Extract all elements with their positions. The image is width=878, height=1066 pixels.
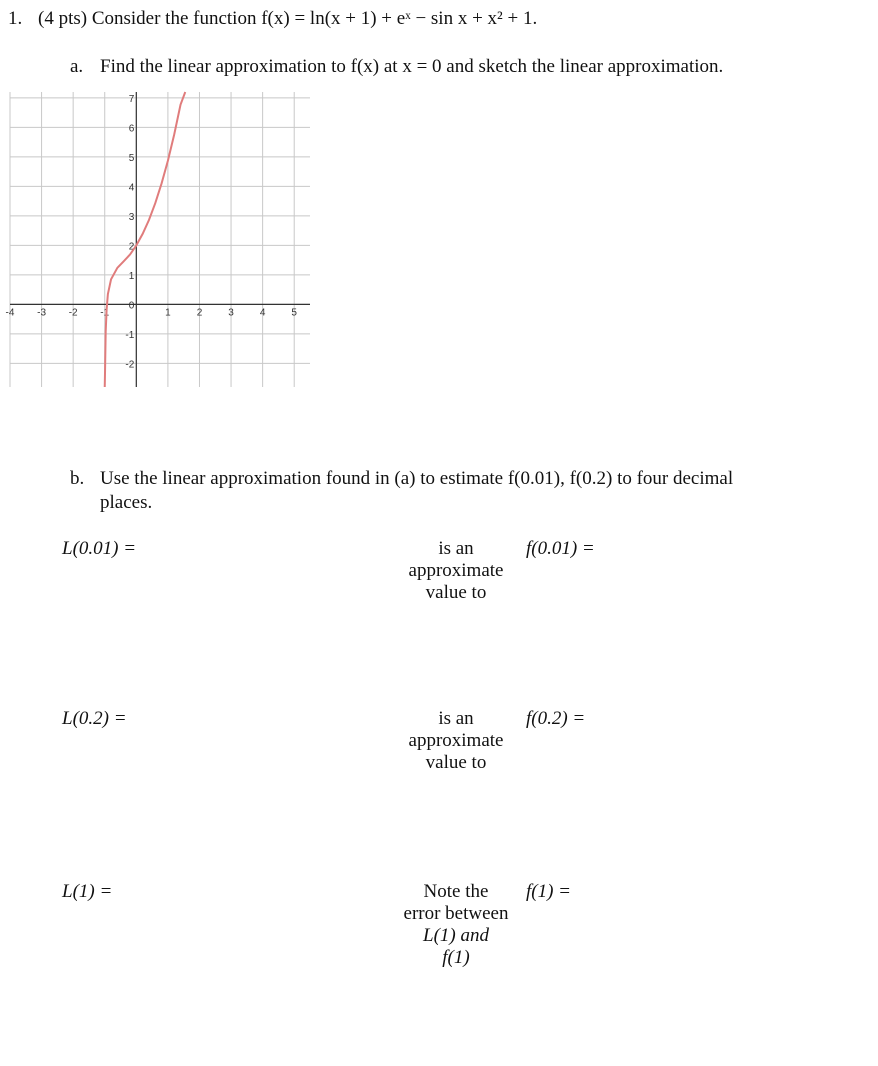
y-tick-label: -1 xyxy=(125,329,135,341)
axes xyxy=(10,92,310,387)
tick-labels xyxy=(6,94,298,371)
approx-note-1: is an approximate value to xyxy=(408,538,504,603)
f-1-label: f(1) = xyxy=(526,881,572,902)
y-tick-label: 4 xyxy=(128,182,135,194)
part-a-text: Find the linear approximation to f(x) at x = 0 and sketch the linear approximation. xyxy=(100,56,724,77)
y-tick-label: 2 xyxy=(128,241,135,253)
x-tick-label: 3 xyxy=(228,307,234,319)
part-b-line1: Use the linear approximation found in (a) to estimate f(0.01), f(0.2) to four decimal xyxy=(100,468,734,489)
y-tick-label: 5 xyxy=(128,152,135,164)
y-tick-label: -2 xyxy=(125,359,135,371)
error-note: Note the error between L(1) and f(1) xyxy=(403,881,509,968)
part-a-label: a. xyxy=(70,56,84,77)
y-tick-label: 3 xyxy=(128,211,135,223)
l-02-label: L(0.2) = xyxy=(62,708,127,729)
x-tick-label: 4 xyxy=(259,307,266,319)
l-001-label: L(0.01) = xyxy=(62,538,137,559)
y-tick-label: 0 xyxy=(128,300,135,312)
f-02-label: f(0.2) = xyxy=(526,708,586,729)
grid-lines xyxy=(10,92,310,387)
function-curve xyxy=(105,92,186,387)
function-graph xyxy=(5,92,310,387)
x-tick-label: -2 xyxy=(68,307,78,319)
y-tick-label: 1 xyxy=(128,270,135,282)
l-1-label: L(1) = xyxy=(62,881,113,902)
approx-note-2: is an approximate value to xyxy=(408,708,504,773)
problem-intro: (4 pts) Consider the function f(x) = ln(x + 1) + eˣ − sin x + x² + 1. xyxy=(38,8,538,29)
y-tick-label: 7 xyxy=(128,93,135,105)
part-b-line2: places. xyxy=(100,492,153,513)
x-tick-label: -3 xyxy=(37,307,47,319)
x-tick-label: 5 xyxy=(291,307,297,319)
x-tick-label: -4 xyxy=(5,307,15,319)
x-tick-label: -1 xyxy=(100,307,110,319)
x-tick-label: 2 xyxy=(196,307,203,319)
x-tick-label: 1 xyxy=(165,307,171,319)
part-b-label: b. xyxy=(70,468,85,489)
problem-number: 1. xyxy=(8,8,23,29)
f-001-label: f(0.01) = xyxy=(526,538,595,559)
y-tick-label: 6 xyxy=(128,123,135,135)
